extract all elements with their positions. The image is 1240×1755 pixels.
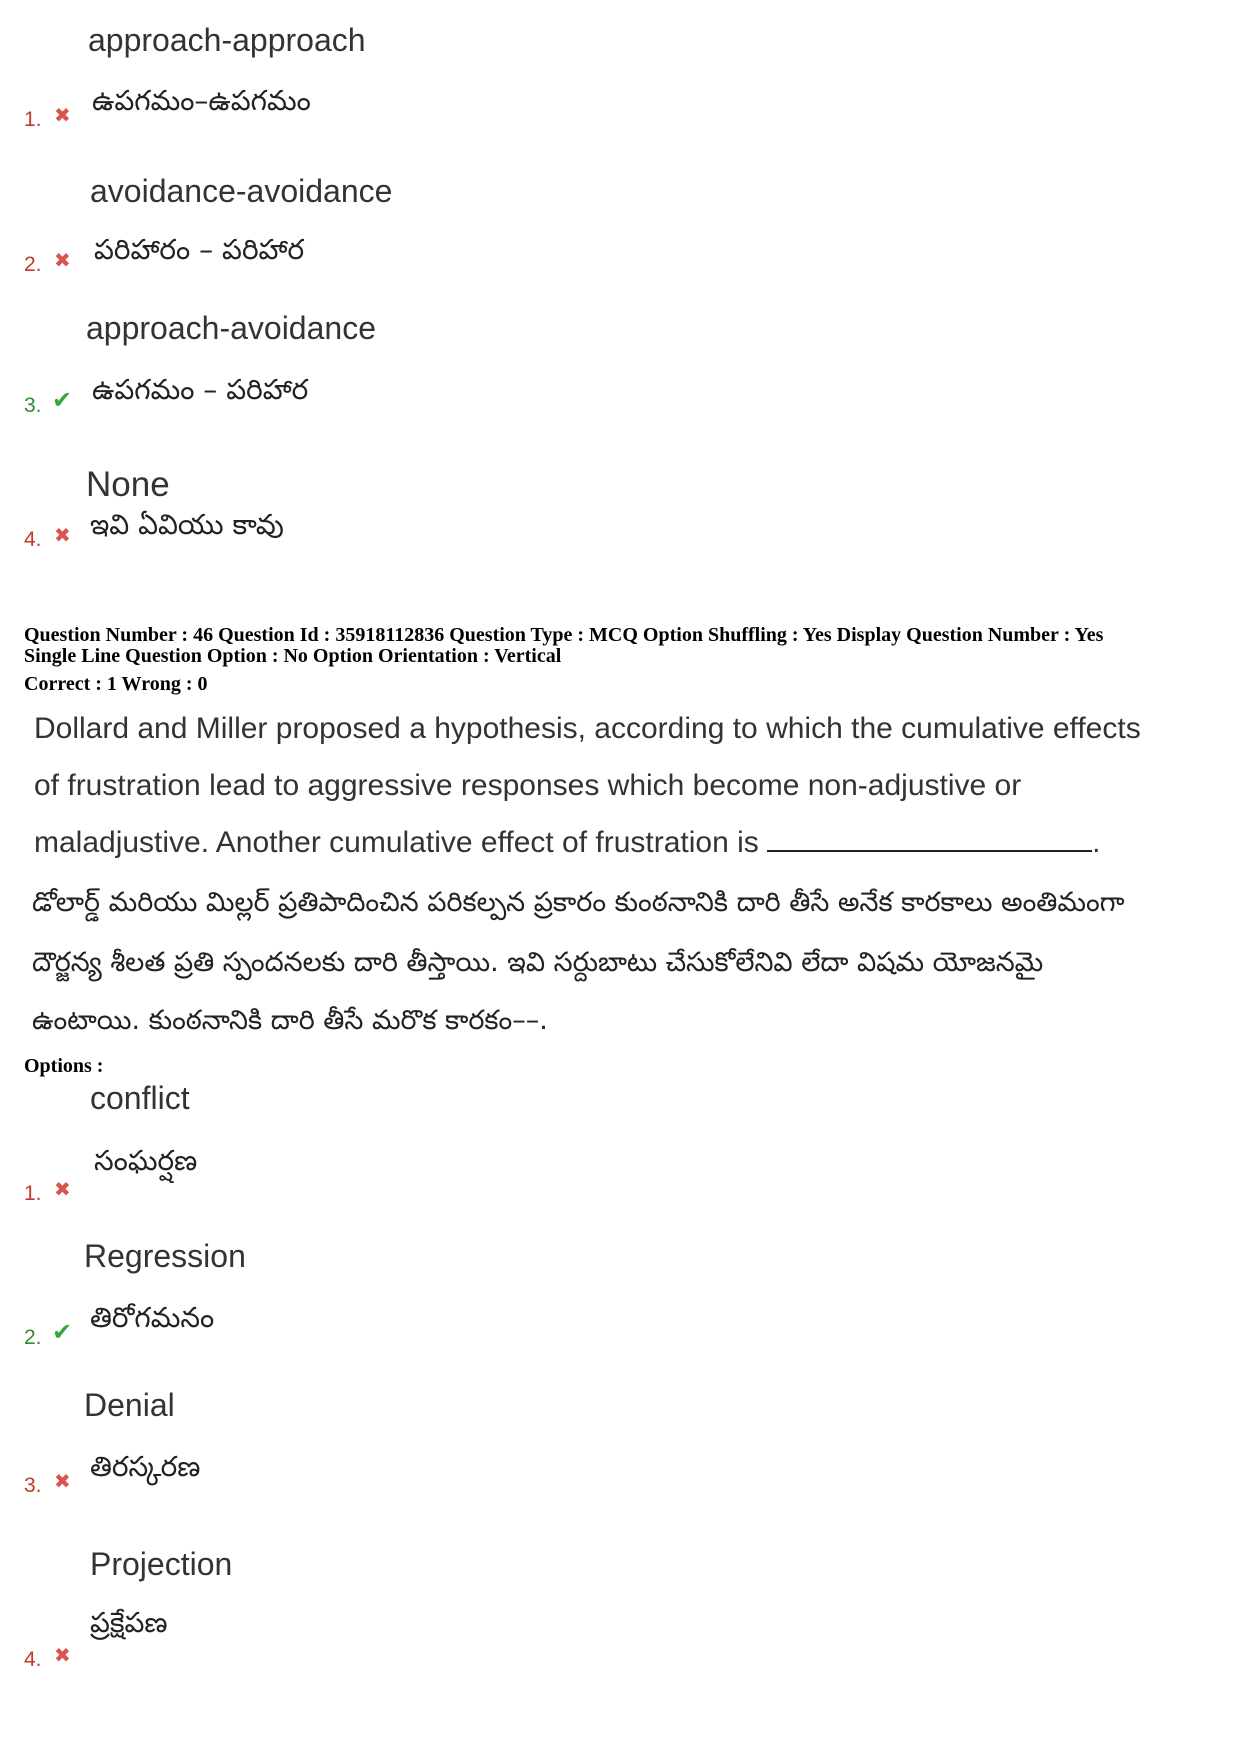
question-text-en-line-2: of frustration lead to aggressive responses which become non-adjustive or bbox=[34, 769, 1022, 802]
question-score-line: Correct : 1 Wrong : 0 bbox=[24, 673, 208, 695]
option-3-english: Denial bbox=[84, 1387, 175, 1423]
question-text-te-line-3: ఉంటాయి. కుంఠనానికి దారి తీసే మరొక కారకం––. bbox=[32, 1005, 548, 1036]
question-text-en-line-3-text: maladjustive. Another cumulative effect of frustration is bbox=[34, 826, 759, 859]
prev-option-2-english: avoidance-avoidance bbox=[90, 173, 393, 209]
wrong-mark-icon: ✖ bbox=[54, 1177, 71, 1201]
prev-option-3-number: 3. bbox=[24, 394, 42, 417]
option-4-english: Projection bbox=[90, 1546, 233, 1582]
prev-option-2-telugu: పరిహారం – పరిహార bbox=[94, 233, 305, 266]
question-meta-line-1: Question Number : 46 Question Id : 35918112836 Question Type : MCQ Option Shuffling : Yes Display Question Number : Yes bbox=[24, 624, 1104, 646]
option-1-telugu: సంఘర్షణ bbox=[94, 1144, 198, 1177]
correct-check-icon: ✔ bbox=[52, 1318, 73, 1346]
wrong-mark-icon: ✖ bbox=[54, 1643, 71, 1667]
wrong-mark-icon: ✖ bbox=[54, 1469, 71, 1493]
prev-option-3-telugu: ఉపగమం – పరిహార bbox=[92, 373, 309, 406]
option-3-number: 3. bbox=[24, 1474, 42, 1497]
option-1-number: 1. bbox=[24, 1182, 42, 1205]
question-meta-line-2: Single Line Question Option : No Option Orientation : Vertical bbox=[24, 645, 562, 667]
prev-option-1-telugu: ఉపగమం–ఉపగమం bbox=[92, 84, 311, 117]
prev-option-2-number: 2. bbox=[24, 253, 42, 276]
prev-option-4-telugu: ఇవి ఏవియు కావు bbox=[90, 508, 284, 541]
question-text-en-line-3 bbox=[34, 826, 1101, 860]
wrong-mark-icon: ✖ bbox=[54, 103, 71, 127]
prev-option-4-english: None bbox=[86, 465, 170, 504]
option-2-english: Regression bbox=[84, 1238, 246, 1274]
prev-option-1-number: 1. bbox=[24, 108, 42, 131]
question-text-te-line-1: డోలార్డ్ మరియు మిల్లర్ ప్రతిపాదించిన పరికల్పన ప్రకారం కుంఠనానికి దారి తీసే అనేక కారకాలు అంతిమంగా bbox=[32, 887, 1125, 918]
question-text-en-line-1: Dollard and Miller proposed a hypothesis, according to which the cumulative effects bbox=[34, 712, 1141, 745]
option-1-english: conflict bbox=[90, 1080, 190, 1116]
options-label: Options : bbox=[24, 1055, 104, 1077]
option-2-number: 2. bbox=[24, 1326, 42, 1349]
question-text-en-line-3-end: . bbox=[1092, 826, 1101, 859]
option-3-telugu: తిరస్కరణ bbox=[90, 1450, 201, 1483]
prev-option-3-english: approach-avoidance bbox=[86, 310, 376, 346]
correct-check-icon: ✔ bbox=[52, 386, 73, 414]
prev-option-1-english: approach-approach bbox=[88, 22, 366, 58]
prev-option-4-number: 4. bbox=[24, 528, 42, 551]
option-4-number: 4. bbox=[24, 1648, 42, 1671]
answer-blank bbox=[767, 848, 1092, 852]
option-4-telugu: ప్రక్షేపణ bbox=[90, 1606, 168, 1639]
option-2-telugu: తిరోగమనం bbox=[90, 1301, 215, 1334]
wrong-mark-icon: ✖ bbox=[54, 248, 71, 272]
question-text-te-line-2: దౌర్జన్య శీలత ప్రతి స్పందనలకు దారి తీస్తాయి. ఇవి సర్దుబాటు చేసుకోలేనివి లేదా విషమ యోజనమై bbox=[32, 947, 1044, 978]
wrong-mark-icon: ✖ bbox=[54, 523, 71, 547]
